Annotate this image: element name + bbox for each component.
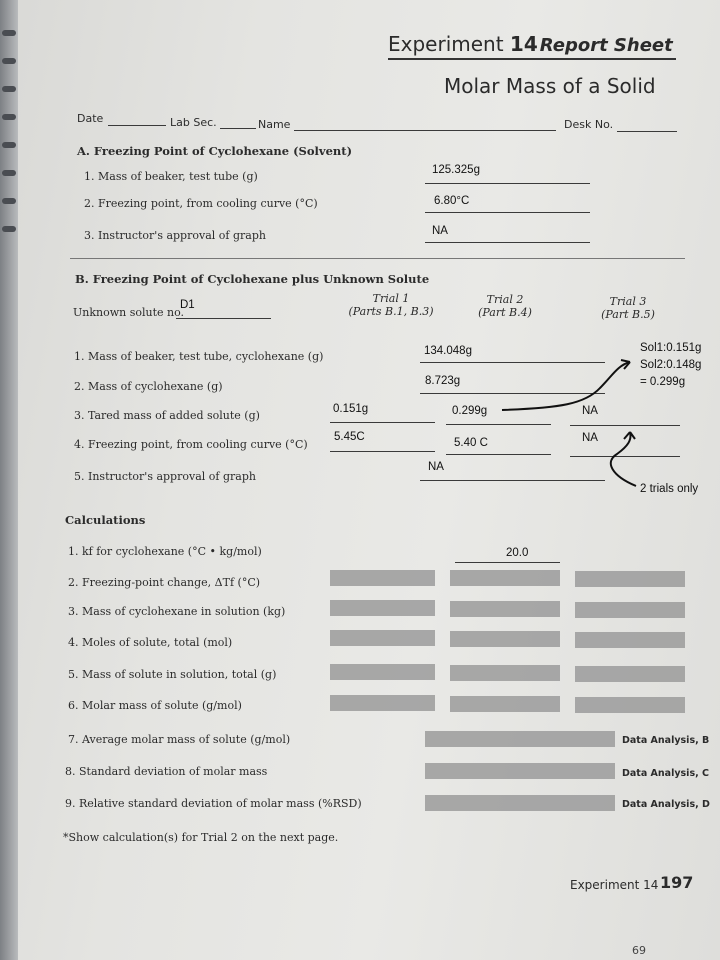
shaded-box	[425, 795, 615, 811]
shaded-box	[575, 632, 685, 648]
shaded-box	[575, 666, 685, 682]
kf-line	[455, 562, 560, 563]
section-b-row-4-label: 4. Freezing point, from cooling curve (°C)	[74, 438, 308, 451]
arrow-to-sol-note	[502, 362, 630, 410]
kf-value: 20.0	[506, 547, 529, 559]
trial-2-row-3-value: 0.299g	[452, 405, 488, 417]
trial-3-name: Trial 3	[609, 295, 647, 308]
trial-1-row-3-value: 0.151g	[333, 403, 369, 415]
shaded-box	[575, 697, 685, 713]
calculations-heading: Calculations	[65, 513, 146, 527]
shaded-box	[575, 571, 685, 587]
trial-1-row-4-value: 5.45C	[334, 431, 365, 443]
sol2-note: Sol2:0.148g	[640, 359, 702, 371]
shaded-box	[425, 731, 615, 747]
footnote: *Show calculation(s) for Trial 2 on the next page.	[63, 831, 339, 844]
lab-sec-label: Lab Sec.	[170, 116, 217, 129]
trial-2-row-5-value: NA	[428, 461, 444, 473]
trial-1-parts: (Parts B.1, B.3)	[348, 305, 434, 318]
data-analysis-d-note: Data Analysis, D	[622, 799, 710, 810]
desk-label: Desk No.	[564, 118, 614, 131]
data-analysis-c-note: Data Analysis, C	[622, 768, 709, 779]
trial-2-parts: (Part B.4)	[478, 306, 532, 319]
calc-2-label: 2. Freezing-point change, ΔTf (°C)	[68, 576, 261, 589]
two-trials-note: 2 trials only	[640, 483, 699, 495]
bottom-page-number: 69	[632, 944, 646, 957]
section-b-row-3-label: 3. Tared mass of added solute (g)	[74, 409, 260, 422]
calc-1-label: 1. kf for cyclohexane (°C • kg/mol)	[68, 545, 262, 558]
trial-2-row-1-value: 134.048g	[424, 345, 472, 357]
trial-1-name: Trial 1	[372, 292, 410, 305]
date-label: Date	[77, 112, 104, 125]
trial-2-row-4-value: 5.40 C	[454, 437, 488, 449]
trial-2-name: Trial 2	[486, 293, 524, 306]
shaded-box	[450, 570, 560, 586]
footer-experiment-label: Experiment 14	[570, 878, 659, 892]
calc-4-label: 4. Moles of solute, total (mol)	[68, 636, 233, 649]
calc-6-label: 6. Molar mass of solute (g/mol)	[68, 699, 242, 712]
title-number: 14	[509, 32, 538, 56]
beaker-mass-value: 125.325g	[432, 164, 480, 176]
shaded-box	[330, 600, 435, 616]
name-label: Name	[258, 118, 291, 131]
shaded-box	[450, 631, 560, 647]
calc-9-label: 9. Relative standard deviation of molar mass (%RSD)	[65, 797, 362, 810]
sum-note: = 0.299g	[640, 376, 686, 388]
calc-8-label: 8. Standard deviation of molar mass	[65, 765, 268, 778]
approval-a-value: NA	[432, 225, 448, 237]
shaded-box	[330, 570, 435, 586]
shaded-box	[450, 601, 560, 617]
trial-2-row-2-value: 8.723g	[425, 375, 461, 387]
section-b-row-1-label: 1. Mass of beaker, test tube, cyclohexane (g)	[74, 350, 324, 363]
data-analysis-b-note: Data Analysis, B	[622, 735, 710, 746]
section-a-item-1-label: 1. Mass of beaker, test tube (g)	[84, 170, 258, 183]
shaded-box	[330, 630, 435, 646]
section-a-item-3-label: 3. Instructor's approval of graph	[84, 229, 266, 242]
section-a-heading: A. Freezing Point of Cyclohexane (Solvent)	[77, 144, 353, 158]
title-prefix: Experiment	[388, 32, 504, 56]
shaded-box	[330, 664, 435, 680]
shaded-box	[450, 665, 560, 681]
unknown-solute-value: D1	[180, 299, 195, 311]
trial-3-row-3-value: NA	[582, 405, 598, 417]
page-subtitle: Molar Mass of a Solid	[444, 74, 656, 98]
freezing-point-value: 6.80°C	[434, 195, 470, 207]
section-b-row-5-label: 5. Instructor's approval of graph	[74, 470, 256, 483]
footer-page-number: 197	[660, 873, 694, 892]
calc-7-label: 7. Average molar mass of solute (g/mol)	[68, 733, 291, 746]
section-b-heading: B. Freezing Point of Cyclohexane plus Unknown Solute	[75, 272, 430, 286]
arrow-to-trial-3	[611, 432, 636, 486]
section-a-item-2-label: 2. Freezing point, from cooling curve (°C)	[84, 197, 318, 210]
shaded-box	[575, 602, 685, 618]
shaded-box	[425, 763, 615, 779]
trial-3-parts: (Part B.5)	[601, 308, 655, 321]
calc-3-label: 3. Mass of cyclohexane in solution (kg)	[68, 605, 286, 618]
calc-5-label: 5. Mass of solute in solution, total (g)	[68, 668, 277, 681]
section-b-row-2-label: 2. Mass of cyclohexane (g)	[74, 380, 223, 393]
unknown-solute-label: Unknown solute no.	[73, 306, 185, 319]
title-suffix: Report Sheet	[539, 35, 673, 56]
shaded-box	[450, 696, 560, 712]
shaded-box	[330, 695, 435, 711]
trial-3-row-4-value: NA	[582, 432, 598, 444]
sol1-note: Sol1:0.151g	[640, 342, 702, 354]
